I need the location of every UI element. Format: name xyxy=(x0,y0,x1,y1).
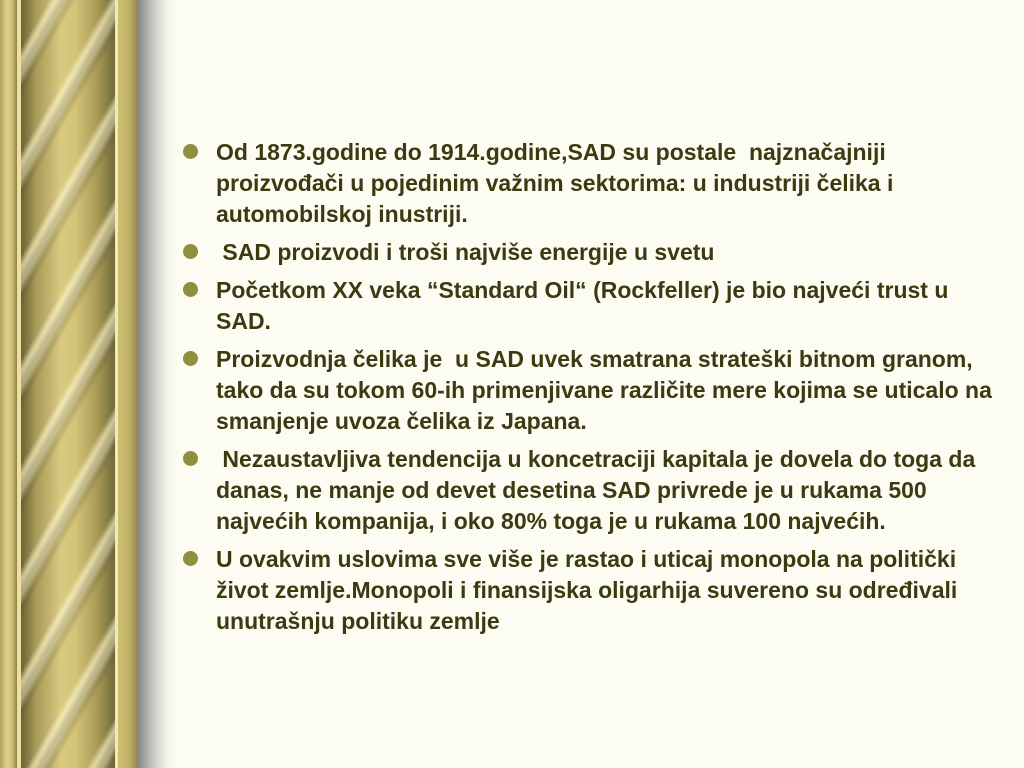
list-item xyxy=(183,275,1003,337)
list-item xyxy=(183,237,1003,268)
border-strip-left xyxy=(0,0,17,768)
bullet-icon xyxy=(183,144,198,159)
border-bright-line xyxy=(115,0,118,768)
border-rope-texture xyxy=(21,0,115,768)
bullet-text: Proizvodnja čelika je u SAD uvek smatrana strateški bitnom granom, tako da su tokom 60-ih primenjivane različite mere kojima se uticalo na smanjenje uvoza čelika iz Japana. xyxy=(216,346,999,434)
bullet-text: Početkom XX veka “Standard Oil“ (Rockfeller) je bio najveći trust u SAD. xyxy=(216,277,955,334)
bullet-icon xyxy=(183,282,198,297)
bullet-icon xyxy=(183,244,198,259)
list-item xyxy=(183,137,1003,230)
bullet-icon xyxy=(183,551,198,566)
bullet-text: Od 1873.godine do 1914.godine,SAD su postale najznačajniji proizvođači u pojedinim važnim sektorima: u industriji čelika i automobilskoj inustriji. xyxy=(216,139,900,227)
bullet-text: SAD proizvodi i troši najviše energije u svetu xyxy=(216,239,715,265)
bullet-list xyxy=(183,137,1003,644)
list-item xyxy=(183,344,1003,437)
bullet-icon xyxy=(183,451,198,466)
bullet-text: Nezaustavljiva tendencija u koncetraciji kapitala je dovela do toga da danas, ne manje od devet desetina SAD privrede je u rukama 500 najvećih kompanija, i oko 80% toga je u rukama 100 najvećih. xyxy=(216,446,982,534)
list-item xyxy=(183,544,1003,637)
bullet-text: U ovakvim uslovima sve više je rastao i uticaj monopola na politički život zemlje.Monopoli i finansijska oligarhija suvereno su određivali unutrašnju politiku zemlje xyxy=(216,546,964,634)
list-item xyxy=(183,444,1003,537)
border-pale-line xyxy=(17,0,21,768)
border-drop-shadow xyxy=(137,0,180,768)
decorative-left-border xyxy=(0,0,180,768)
bullet-icon xyxy=(183,351,198,366)
border-strip-right xyxy=(118,0,137,768)
